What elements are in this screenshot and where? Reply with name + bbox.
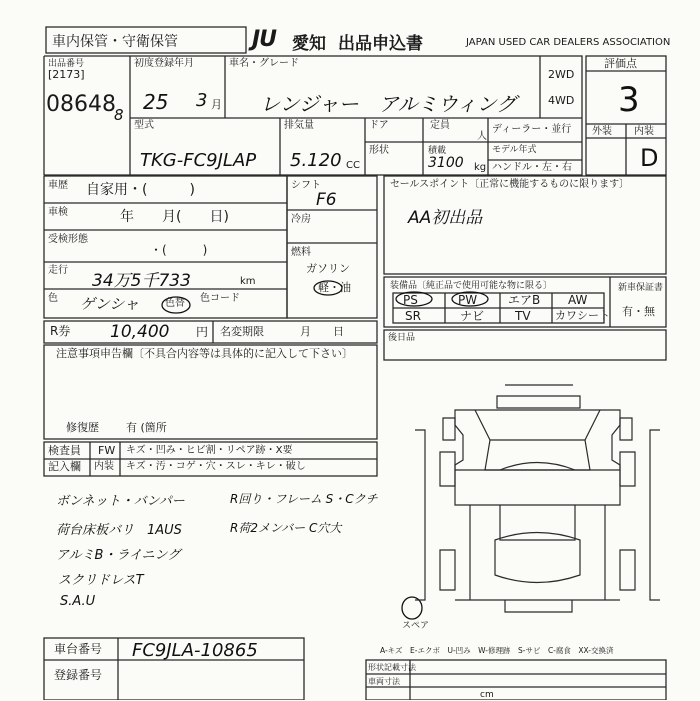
score-value: 3 xyxy=(618,80,640,120)
fuel-gasoline: ガソリン xyxy=(306,262,350,275)
name-change-label: 名変期限 xyxy=(220,325,264,338)
fuel-label: 燃料 xyxy=(291,247,311,258)
note-line: ボンネット・バンパー xyxy=(56,494,185,509)
warranty-label: 新車保証書 xyxy=(618,283,664,293)
recycle-value: ・( ) xyxy=(150,243,208,257)
mileage-label: 走行 xyxy=(48,265,68,276)
score-label: 評価点 xyxy=(604,57,637,70)
dims-label-2: 車両寸法 xyxy=(368,677,400,686)
mileage-value: 34万5千733 xyxy=(92,271,191,291)
displacement-label: 排気量 xyxy=(284,120,314,131)
load-label: 積載 xyxy=(428,146,447,156)
note-line-right: R回り・フレーム S・Cクチ xyxy=(230,492,378,506)
name-change-value: 月 日 xyxy=(300,325,344,338)
shift-label: シフト xyxy=(291,180,321,191)
equip-sr: SR xyxy=(405,309,421,323)
exterior-score-label: 外装 xyxy=(592,126,612,137)
km-unit: km xyxy=(240,276,256,287)
displacement-value: 5.120 xyxy=(290,150,342,171)
door-label: ドア xyxy=(369,120,389,131)
registration-month: 3 xyxy=(196,90,208,111)
dealer-label: ディーラー・並行 xyxy=(492,124,572,135)
note-line: S.A.U xyxy=(60,594,96,609)
form-title: 出品申込書 xyxy=(338,34,423,54)
rear-items-label: 後日品 xyxy=(388,333,416,343)
storage-box: 車内保管・守衛保管 xyxy=(52,34,178,50)
inspection-label: 車検 xyxy=(48,207,68,218)
shift-value: F6 xyxy=(316,190,337,210)
equip-aw: AW xyxy=(568,293,588,307)
color-value: ゲンシャ xyxy=(80,295,140,313)
drive-2wd: 2WD xyxy=(548,68,575,81)
equip-ps: PS xyxy=(403,293,418,307)
damage-legend: A-キズ E-エクボ U-凹み W-修理跡 S-サビ C-腐食 XX-交換済 xyxy=(380,646,614,655)
note-line-right: R荷2メンバー C穴大 xyxy=(230,521,342,535)
sub-number: [2173] xyxy=(48,68,85,81)
fuel-diesel: 軽・油 xyxy=(318,281,351,294)
dims-label-1: 形状記載寸法 xyxy=(368,663,416,672)
note-line: スクリドレスT xyxy=(58,573,144,588)
interior-score-label: 内装 xyxy=(634,126,654,137)
registration-label: 登録番号 xyxy=(54,668,103,682)
car-name-value: レンジャー アルミウィング xyxy=(260,92,517,116)
color-code-label: 色コード xyxy=(200,293,240,304)
kg-unit: kg xyxy=(474,162,487,173)
r-label: R券 xyxy=(50,324,71,338)
color-label: 色 xyxy=(48,293,58,304)
notes-label: 注意事項申告欄〔不具合内容等は具体的に記入して下さい〕 xyxy=(56,347,353,360)
org-name: 愛知 xyxy=(292,34,326,54)
history-value: 自家用・( ) xyxy=(86,182,195,198)
ac-label: 冷房 xyxy=(291,214,311,225)
note-line: 荷台床板バリ 1AUS xyxy=(56,523,182,538)
chassis-label: 車台番号 xyxy=(54,642,103,656)
model-year-label: モデル年式 xyxy=(492,145,537,155)
person-unit: 人 xyxy=(477,131,487,142)
inspection-value: 年 月( 日) xyxy=(120,209,229,225)
fw-label: FW xyxy=(98,444,116,457)
vehicle-diagram xyxy=(415,385,660,612)
equip-leather: カワシート xyxy=(555,309,610,322)
equip-pw: PW xyxy=(458,293,478,307)
repair-history-value: 有 (箇所 xyxy=(126,421,167,434)
interior-score-value: D xyxy=(640,144,659,172)
exterior-codes: キズ・凹み・ヒビ割・リペア跡・X要 xyxy=(126,445,293,456)
drive-4wd: 4WD xyxy=(548,94,575,107)
entry-label: 記入欄 xyxy=(48,460,81,473)
handle-label: ハンドル・左・右 xyxy=(492,162,572,173)
interior-codes-label: 内装 xyxy=(94,461,114,472)
inspector-label: 検査員 xyxy=(48,444,81,457)
equip-airbag: エアB xyxy=(508,293,541,307)
ju-logo: JU xyxy=(252,27,277,52)
repair-history-label: 修復歴 xyxy=(66,421,99,434)
association-name: JAPAN USED CAR DEALERS ASSOCIATION xyxy=(466,37,671,48)
recycle-label: 受検形態 xyxy=(48,234,88,245)
model-label: 型式 xyxy=(134,120,154,131)
interior-codes: キズ・汚・コゲ・穴・スレ・キレ・破し xyxy=(126,461,306,472)
chassis-value: FC9JLA-10865 xyxy=(132,640,258,661)
equipment-label: 装備品〔純正品で使用可能な物に限る〕 xyxy=(390,281,553,291)
shape-label: 形状 xyxy=(369,145,389,156)
lot-suffix: 8 xyxy=(114,106,124,124)
color-change: 色替 xyxy=(165,298,185,309)
sales-point-text: AA初出品 xyxy=(408,208,483,228)
history-label: 車歴 xyxy=(48,180,68,191)
warranty-value: 有・無 xyxy=(622,305,655,318)
month-unit: 月 xyxy=(211,98,222,111)
equip-navi: ナビ xyxy=(460,309,485,323)
note-line: アルミB・ライニング xyxy=(56,548,181,563)
model-value: TKG-FC9JLAP xyxy=(140,150,257,171)
equip-tv: TV xyxy=(515,309,531,323)
r-value: 10,400 xyxy=(110,322,170,342)
exhibit-number-label: 出品番号 xyxy=(48,59,85,69)
first-registration-label: 初度登録年月 xyxy=(134,58,194,69)
load-value: 3100 xyxy=(428,155,464,171)
spare-label: スペア xyxy=(402,621,430,631)
cc-unit: CC xyxy=(346,160,360,171)
car-name-label: 車名・グレード xyxy=(229,58,299,69)
lot-number: 08648 xyxy=(46,92,116,117)
sales-point-label: セールスポイント〔正常に機能するものに限ります〕 xyxy=(390,179,630,190)
cm-unit: cm xyxy=(480,690,494,700)
registration-year: 25 xyxy=(143,90,169,114)
yen-unit: 円 xyxy=(196,325,209,339)
capacity-label: 定員 xyxy=(430,120,450,131)
